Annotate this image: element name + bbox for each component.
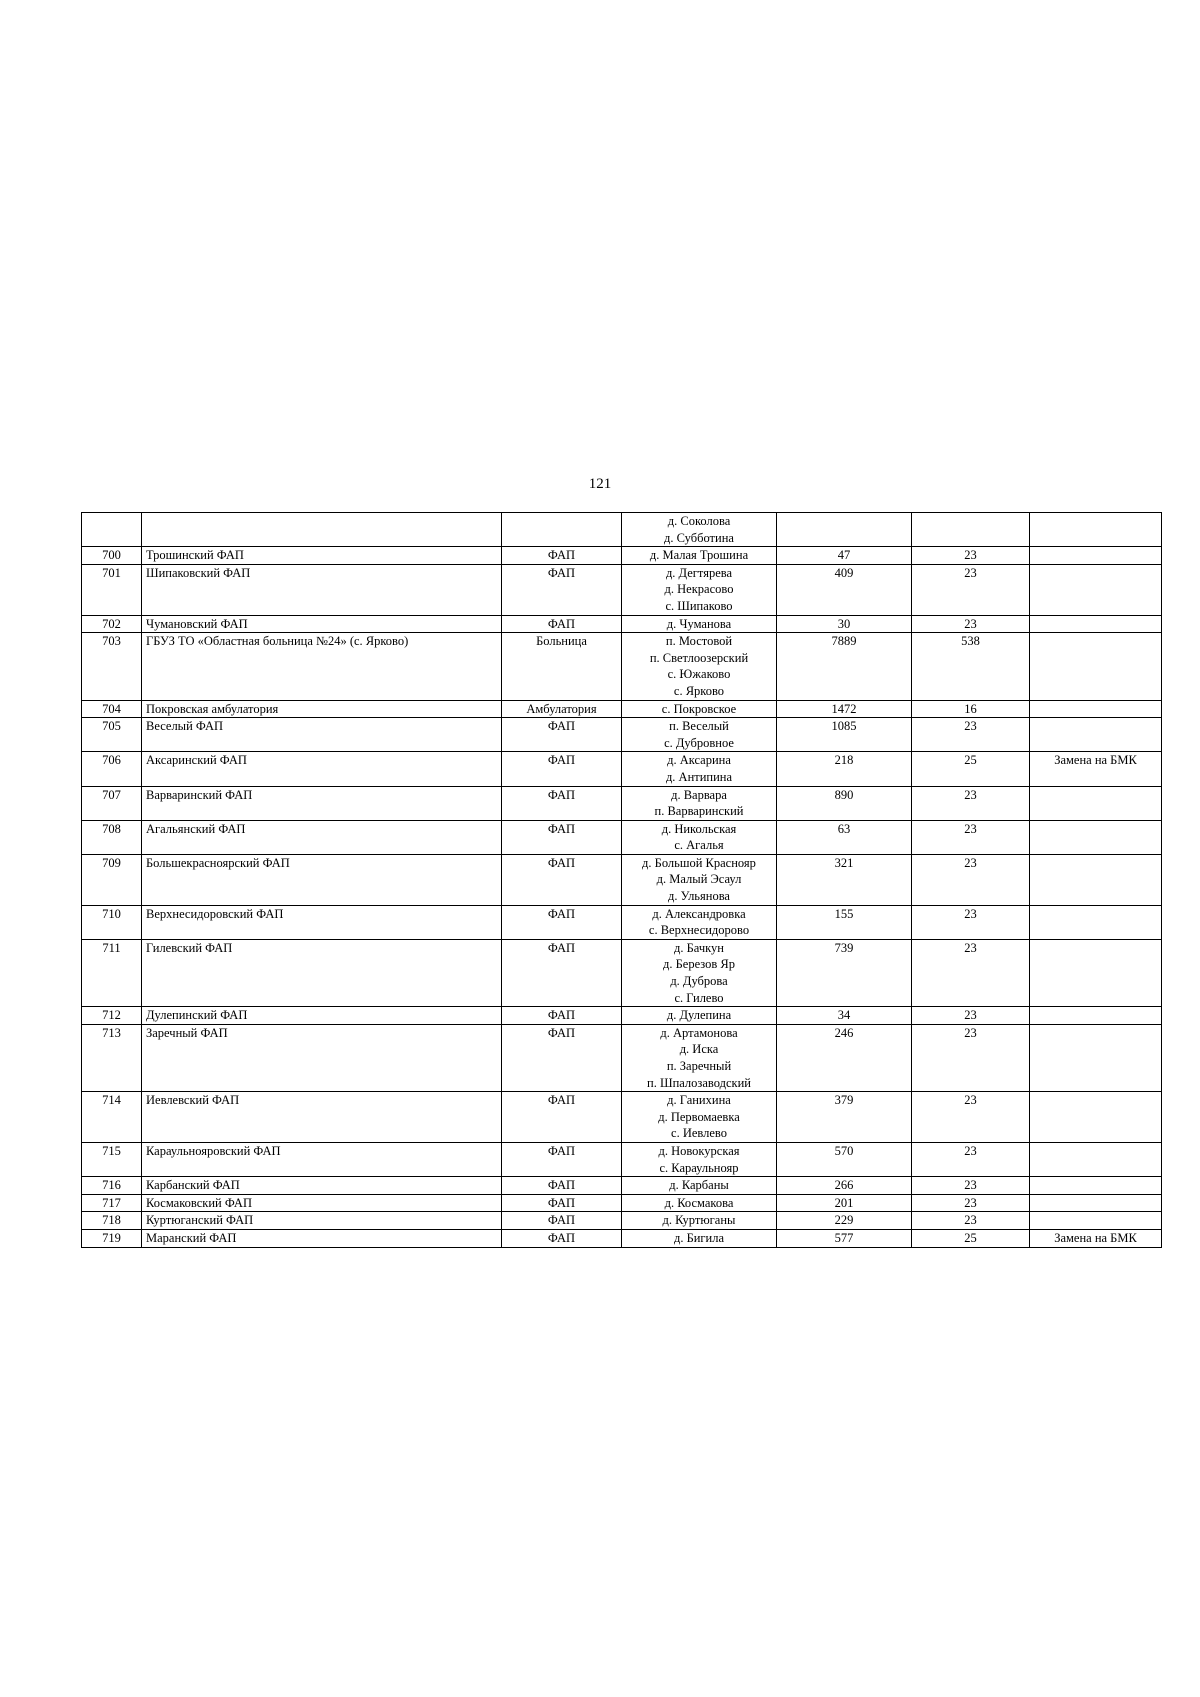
settlements-cell <box>622 854 777 905</box>
settlement-name: д. Субботина <box>664 530 734 545</box>
facility-name-cell <box>142 513 502 547</box>
row-number-cell: 711 <box>82 939 142 1006</box>
note-cell <box>1030 547 1162 565</box>
row-number-cell: 713 <box>82 1024 142 1091</box>
settlement-name: д. Ганихина <box>667 1093 731 1108</box>
population-cell: 63 <box>777 820 912 854</box>
distance-cell: 23 <box>912 1024 1030 1091</box>
facility-name-cell: Большекрасноярский ФАП <box>142 854 502 905</box>
population-cell: 890 <box>777 786 912 820</box>
facility-name-cell: Трошинский ФАП <box>142 547 502 565</box>
note-cell <box>1030 854 1162 905</box>
row-number-cell: 715 <box>82 1142 142 1176</box>
row-number-cell: 716 <box>82 1177 142 1195</box>
facility-name-cell: Иевлевский ФАП <box>142 1092 502 1143</box>
row-number-cell: 712 <box>82 1007 142 1025</box>
table-row <box>82 786 1162 820</box>
table-row <box>82 1092 1162 1143</box>
table-row <box>82 1194 1162 1212</box>
note-cell <box>1030 1177 1162 1195</box>
row-number-cell: 714 <box>82 1092 142 1143</box>
note-cell <box>1030 1007 1162 1025</box>
facility-type-cell: ФАП <box>502 1212 622 1230</box>
population-cell: 1085 <box>777 718 912 752</box>
facility-type-cell: ФАП <box>502 752 622 786</box>
facility-type-cell: ФАП <box>502 547 622 565</box>
distance-cell: 23 <box>912 615 1030 633</box>
facility-type-cell: Амбулатория <box>502 700 622 718</box>
table-row <box>82 547 1162 565</box>
settlement-name: д. Дулепина <box>666 1008 732 1023</box>
distance-cell: 23 <box>912 1092 1030 1143</box>
settlement-name: д. Дегтярева <box>665 565 733 580</box>
note-cell <box>1030 564 1162 615</box>
population-cell: 1472 <box>777 700 912 718</box>
facility-name-cell: Веселый ФАП <box>142 718 502 752</box>
facility-type-cell: ФАП <box>502 1142 622 1176</box>
settlement-name: с. Гилево <box>674 990 724 1005</box>
settlement-name: с. Иевлево <box>671 1126 727 1141</box>
distance-cell: 23 <box>912 547 1030 565</box>
population-cell: 155 <box>777 905 912 939</box>
distance-cell: 25 <box>912 1229 1030 1247</box>
note-cell: Замена на БМК <box>1030 1229 1162 1247</box>
facilities-table <box>81 512 1162 1248</box>
note-cell: Замена на БМК <box>1030 752 1162 786</box>
row-number-cell: 708 <box>82 820 142 854</box>
settlement-name: д. Космакова <box>664 1195 734 1210</box>
facility-type-cell: ФАП <box>502 786 622 820</box>
row-number-cell: 700 <box>82 547 142 565</box>
settlements-cell <box>622 1007 777 1025</box>
settlements-cell <box>622 547 777 565</box>
settlement-name: п. Светлоозерский <box>649 650 749 665</box>
settlements-cell <box>622 1212 777 1230</box>
settlement-name: с. Ярково <box>673 683 725 698</box>
table-row <box>82 1229 1162 1247</box>
settlement-name: д. Иска <box>679 1042 719 1057</box>
settlement-name: д. Аксарина <box>667 753 731 768</box>
settlement-name: д. Большой Краснояр <box>642 855 756 870</box>
settlement-name: д. Артамонова <box>660 1025 738 1040</box>
settlement-name: с. Южаково <box>667 667 731 682</box>
row-number-cell: 718 <box>82 1212 142 1230</box>
row-number-cell: 703 <box>82 633 142 700</box>
table-row <box>82 1024 1162 1091</box>
settlements-cell <box>622 752 777 786</box>
facility-type-cell: ФАП <box>502 1229 622 1247</box>
settlement-name: п. Веселый <box>669 719 729 734</box>
settlements-cell <box>622 1024 777 1091</box>
settlement-name: д. Новокурская <box>658 1143 740 1158</box>
settlement-name: с. Верхнесидорово <box>648 923 750 938</box>
settlement-name: д. Березов Яр <box>662 957 735 972</box>
distance-cell: 25 <box>912 752 1030 786</box>
settlements-cell <box>622 564 777 615</box>
table-row <box>82 905 1162 939</box>
settlements-cell <box>622 615 777 633</box>
population-cell: 739 <box>777 939 912 1006</box>
row-number-cell: 701 <box>82 564 142 615</box>
facility-name-cell: Агальянский ФАП <box>142 820 502 854</box>
facility-type-cell: ФАП <box>502 820 622 854</box>
row-number-cell: 707 <box>82 786 142 820</box>
settlement-name: д. Антипина <box>665 769 733 784</box>
note-cell <box>1030 1092 1162 1143</box>
row-number-cell: 719 <box>82 1229 142 1247</box>
note-cell <box>1030 786 1162 820</box>
facility-name-cell: Шипаковский ФАП <box>142 564 502 615</box>
row-number-cell: 704 <box>82 700 142 718</box>
note-cell <box>1030 1194 1162 1212</box>
settlement-name: д. Малый Эсаул <box>656 872 742 887</box>
facilities-table-body <box>82 513 1162 1248</box>
settlement-name: д. Чуманова <box>666 616 732 631</box>
table-row <box>82 1177 1162 1195</box>
distance-cell <box>912 513 1030 547</box>
distance-cell: 23 <box>912 718 1030 752</box>
settlements-cell <box>622 1142 777 1176</box>
table-row <box>82 700 1162 718</box>
facility-name-cell: Дулепинский ФАП <box>142 1007 502 1025</box>
note-cell <box>1030 513 1162 547</box>
population-cell: 7889 <box>777 633 912 700</box>
distance-cell: 23 <box>912 1212 1030 1230</box>
settlements-cell <box>622 1194 777 1212</box>
row-number-cell <box>82 513 142 547</box>
table-row <box>82 752 1162 786</box>
settlement-name: д. Соколова <box>667 514 731 528</box>
distance-cell: 23 <box>912 854 1030 905</box>
population-cell: 321 <box>777 854 912 905</box>
table-row <box>82 633 1162 700</box>
distance-cell: 23 <box>912 786 1030 820</box>
table-row <box>82 513 1162 547</box>
settlements-cell <box>622 1177 777 1195</box>
population-cell: 30 <box>777 615 912 633</box>
settlement-name: с. Караульнояр <box>659 1160 739 1175</box>
distance-cell: 23 <box>912 1007 1030 1025</box>
table-row <box>82 854 1162 905</box>
distance-cell: 23 <box>912 564 1030 615</box>
table-row <box>82 939 1162 1006</box>
row-number-cell: 710 <box>82 905 142 939</box>
row-number-cell: 702 <box>82 615 142 633</box>
facility-type-cell <box>502 513 622 547</box>
table-row <box>82 564 1162 615</box>
settlement-name: д. Карбаны <box>669 1178 729 1193</box>
settlements-cell <box>622 1229 777 1247</box>
population-cell: 34 <box>777 1007 912 1025</box>
facility-name-cell: Куртюганский ФАП <box>142 1212 502 1230</box>
facility-name-cell: Верхнесидоровский ФАП <box>142 905 502 939</box>
note-cell <box>1030 633 1162 700</box>
table-row <box>82 1007 1162 1025</box>
settlements-cell <box>622 939 777 1006</box>
settlement-name: п. Шпалозаводский <box>647 1075 751 1090</box>
facility-type-cell: ФАП <box>502 939 622 1006</box>
settlement-name: д. Куртюганы <box>662 1213 736 1228</box>
note-cell <box>1030 700 1162 718</box>
population-cell: 201 <box>777 1194 912 1212</box>
settlement-name: д. Бигила <box>673 1230 725 1245</box>
facility-name-cell: ГБУЗ ТО «Областная больница №24» (с. Ярково) <box>142 633 502 700</box>
settlement-name: д. Варвара <box>671 787 727 802</box>
settlement-name: д. Никольская <box>661 821 737 836</box>
facility-name-cell: Космаковский ФАП <box>142 1194 502 1212</box>
facility-type-cell: ФАП <box>502 564 622 615</box>
note-cell <box>1030 905 1162 939</box>
distance-cell: 23 <box>912 820 1030 854</box>
facility-type-cell: ФАП <box>502 718 622 752</box>
facility-name-cell: Маранский ФАП <box>142 1229 502 1247</box>
page-number: 121 <box>588 476 612 492</box>
distance-cell: 23 <box>912 905 1030 939</box>
settlement-name: п. Заречный <box>666 1059 732 1073</box>
facility-name-cell: Варваринский ФАП <box>142 786 502 820</box>
row-number-cell: 717 <box>82 1194 142 1212</box>
facility-type-cell: ФАП <box>502 1177 622 1195</box>
row-number-cell: 709 <box>82 854 142 905</box>
settlement-name: д. Ульянова <box>668 889 730 904</box>
facility-name-cell: Карбанский ФАП <box>142 1177 502 1195</box>
row-number-cell: 705 <box>82 718 142 752</box>
distance-cell: 23 <box>912 1142 1030 1176</box>
population-cell: 379 <box>777 1092 912 1143</box>
table-row <box>82 820 1162 854</box>
distance-cell: 23 <box>912 939 1030 1006</box>
population-cell: 570 <box>777 1142 912 1176</box>
settlement-name: п. Мостовой <box>665 634 733 649</box>
facility-type-cell: ФАП <box>502 615 622 633</box>
table-row <box>82 718 1162 752</box>
settlements-cell <box>622 820 777 854</box>
settlements-cell <box>622 905 777 939</box>
note-cell <box>1030 939 1162 1006</box>
settlement-name: с. Дубровное <box>664 735 734 750</box>
population-cell: 218 <box>777 752 912 786</box>
settlements-cell <box>622 513 777 547</box>
settlements-cell <box>622 786 777 820</box>
settlement-name: п. Варваринский <box>654 804 744 819</box>
facility-type-cell: ФАП <box>502 1194 622 1212</box>
note-cell <box>1030 1212 1162 1230</box>
settlement-name: д. Александровка <box>652 906 746 921</box>
facility-name-cell: Заречный ФАП <box>142 1024 502 1091</box>
settlements-cell <box>622 700 777 718</box>
facility-name-cell: Гилевский ФАП <box>142 939 502 1006</box>
settlement-name: д. Малая Трошина <box>649 548 749 563</box>
distance-cell: 23 <box>912 1177 1030 1195</box>
note-cell <box>1030 718 1162 752</box>
note-cell <box>1030 615 1162 633</box>
row-number-cell: 706 <box>82 752 142 786</box>
facility-type-cell: Больница <box>502 633 622 700</box>
facility-name-cell: Караульнояровский ФАП <box>142 1142 502 1176</box>
settlement-name: с. Шипаково <box>665 598 733 613</box>
facility-name-cell: Покровская амбулатория <box>142 700 502 718</box>
table-row <box>82 1212 1162 1230</box>
settlement-name: д. Дуброва <box>670 974 728 989</box>
table-row <box>82 615 1162 633</box>
settlements-cell <box>622 718 777 752</box>
settlement-name: д. Некрасово <box>664 582 734 597</box>
population-cell: 47 <box>777 547 912 565</box>
settlements-cell <box>622 633 777 700</box>
distance-cell: 23 <box>912 1194 1030 1212</box>
facility-type-cell: ФАП <box>502 1007 622 1025</box>
note-cell <box>1030 820 1162 854</box>
table-row <box>82 1142 1162 1176</box>
facility-type-cell: ФАП <box>502 854 622 905</box>
population-cell: 246 <box>777 1024 912 1091</box>
facility-type-cell: ФАП <box>502 905 622 939</box>
population-cell: 229 <box>777 1212 912 1230</box>
distance-cell: 538 <box>912 633 1030 700</box>
settlement-name: с. Покровское <box>661 701 737 716</box>
population-cell: 409 <box>777 564 912 615</box>
settlements-cell <box>622 1092 777 1143</box>
population-cell: 266 <box>777 1177 912 1195</box>
distance-cell: 16 <box>912 700 1030 718</box>
facility-type-cell: ФАП <box>502 1024 622 1091</box>
population-cell: 577 <box>777 1229 912 1247</box>
facility-type-cell: ФАП <box>502 1092 622 1143</box>
facility-name-cell: Аксаринский ФАП <box>142 752 502 786</box>
settlement-name: д. Бачкун <box>674 940 724 955</box>
population-cell <box>777 513 912 547</box>
note-cell <box>1030 1024 1162 1091</box>
note-cell <box>1030 1142 1162 1176</box>
facility-name-cell: Чумановский ФАП <box>142 615 502 633</box>
settlement-name: д. Первомаевка <box>658 1109 740 1124</box>
settlement-name: с. Агалья <box>674 838 724 853</box>
